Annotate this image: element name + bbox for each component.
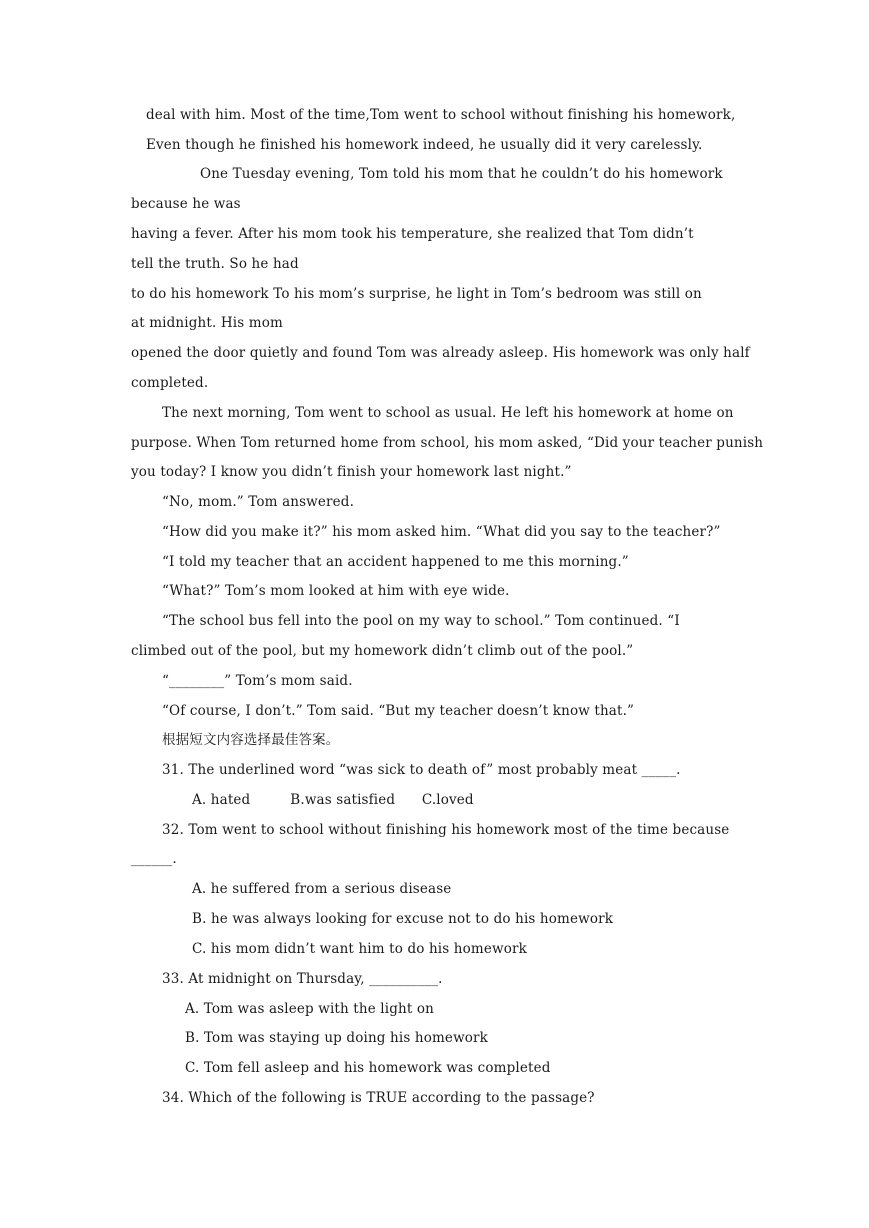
instruction-text: 根据短文内容选择最佳答案。 [162, 732, 340, 748]
passage-line: tell the truth. So he had [131, 256, 299, 272]
passage-line: completed. [131, 375, 209, 391]
question-32-stem-continued: ______. [131, 851, 177, 867]
passage-line: “I told my teacher that an accident happened to me this morning.” [162, 554, 629, 570]
passage-line: you today? I know you didn’t finish your homework last night.” [131, 464, 572, 480]
question-32-option-b: B. he was always looking for excuse not to do his homework [192, 911, 614, 927]
passage-line: Even though he finished his homework indeed, he usually did it very carelessly. [146, 137, 703, 153]
passage-line: The next morning, Tom went to school as usual. He left his homework at home on [162, 405, 734, 421]
question-33-option-b: B. Tom was staying up doing his homework [185, 1030, 488, 1046]
question-31-options: A. hated B.was satisfied C.loved [192, 792, 474, 808]
question-33-option-a: A. Tom was asleep with the light on [185, 1001, 434, 1017]
passage-line: “Of course, I don’t.” Tom said. “But my teacher doesn’t know that.” [162, 703, 635, 719]
passage-line: purpose. When Tom returned home from school, his mom asked, “Did your teacher punish [131, 435, 764, 451]
question-31-stem: 31. The underlined word “was sick to death of” most probably meat _____. [162, 762, 681, 778]
passage-line: “No, mom.” Tom answered. [162, 494, 355, 510]
passage-line: “How did you make it?” his mom asked him. “What did you say to the teacher?” [162, 524, 721, 540]
passage-line: deal with him. Most of the time,Tom went to school without finishing his homework, [146, 107, 736, 123]
passage-line: “________” Tom’s mom said. [162, 673, 353, 689]
passage-line: “What?” Tom’s mom looked at him with eye wide. [162, 583, 510, 599]
passage-line: having a fever. After his mom took his temperature, she realized that Tom didn’t [131, 226, 694, 242]
question-32-option-c: C. his mom didn’t want him to do his homework [192, 941, 527, 957]
passage-line: to do his homework To his mom’s surprise, he light in Tom’s bedroom was still on [131, 286, 702, 302]
question-33-option-c: C. Tom fell asleep and his homework was completed [185, 1060, 551, 1076]
question-32-stem: 32. Tom went to school without finishing his homework most of the time because [162, 822, 730, 838]
question-34-stem: 34. Which of the following is TRUE according to the passage? [162, 1090, 595, 1106]
passage-line: climbed out of the pool, but my homework didn’t climb out of the pool.” [131, 643, 634, 659]
passage-line: opened the door quietly and found Tom was already asleep. His homework was only half [131, 345, 750, 361]
question-33-stem: 33. At midnight on Thursday, __________. [162, 971, 443, 987]
passage-line: because he was [131, 196, 241, 212]
passage-line: “The school bus fell into the pool on my way to school.” Tom continued. “I [162, 613, 680, 629]
passage-line: One Tuesday evening, Tom told his mom that he couldn’t do his homework [200, 166, 723, 182]
question-32-option-a: A. he suffered from a serious disease [192, 881, 452, 897]
passage-line: at midnight. His mom [131, 315, 283, 331]
